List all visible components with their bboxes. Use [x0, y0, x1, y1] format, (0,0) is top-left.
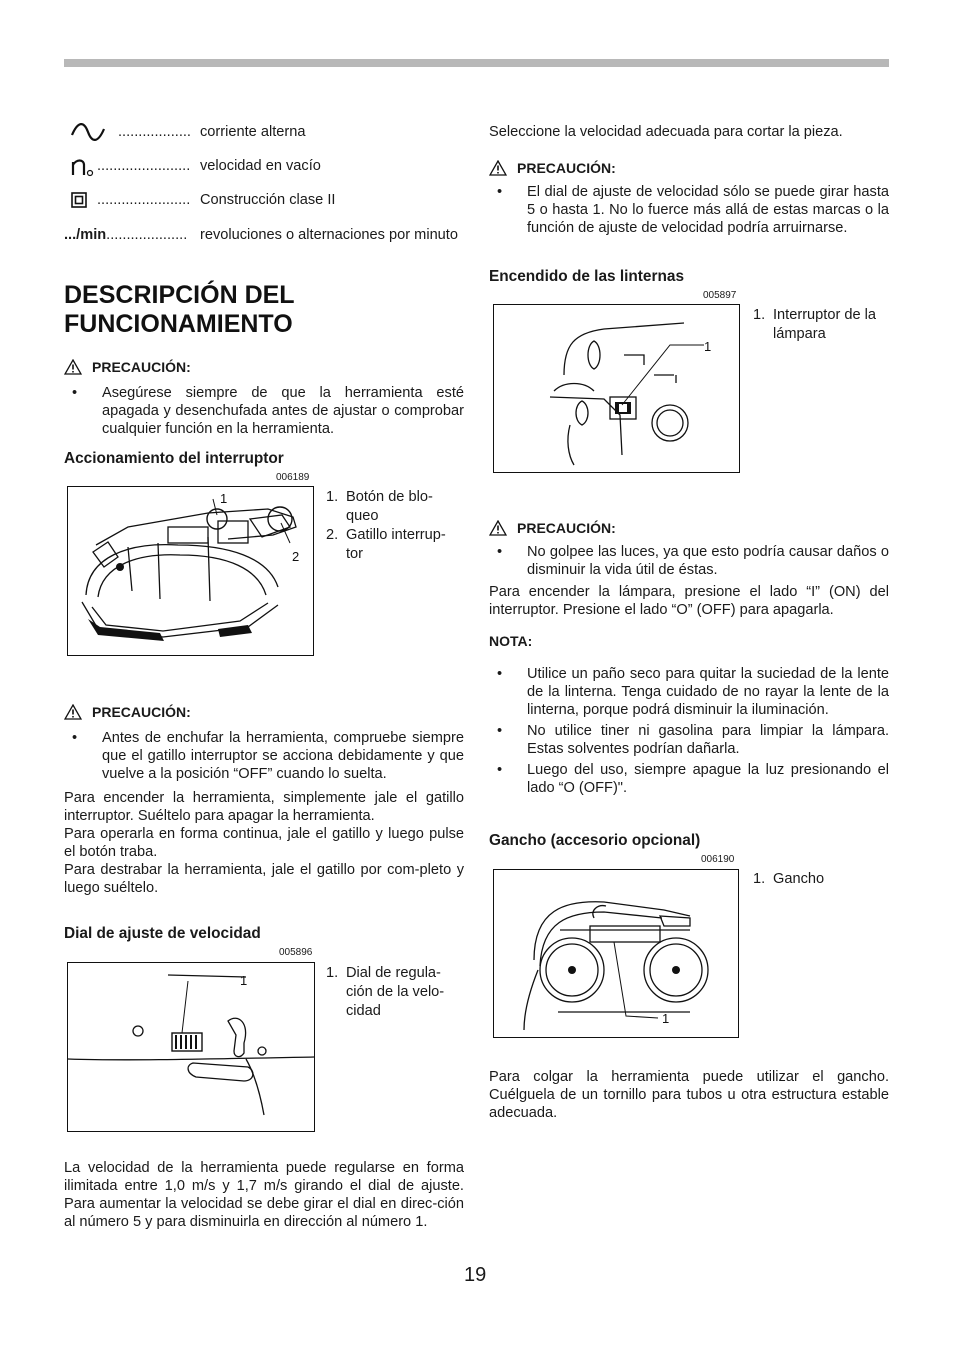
caution-label: PRECAUCIÓN:: [517, 160, 616, 176]
note-item: • Luego del uso, siempre apague la luz presionando el lado “O (OFF)".: [489, 761, 889, 797]
lights-figure: [493, 304, 740, 473]
lights-paragraph-1: Para encender la lámpara, presione el lado “I” (ON) del interruptor. Presione el lado “O” (OFF) para apagarla.: [489, 584, 889, 618]
symbol-row-per-min: [64, 226, 464, 266]
caution-heading: [64, 358, 464, 376]
speed-select-paragraph: Seleccione la velocidad adecuada para cortar la pieza.: [489, 124, 843, 140]
caution-list: [489, 543, 889, 579]
symbol-leader: .......................: [97, 192, 191, 208]
hook-heading-block: [489, 832, 889, 850]
hook-paragraph-1: Para colgar la herramienta puede utilizar el gancho. Cuélguela de un tornillo para tubos u otra estructura estable adecuada.: [489, 1069, 889, 1121]
switch-heading-block: [64, 450, 464, 468]
legend-item: [326, 526, 460, 564]
symbol-row-class-ii: [64, 191, 464, 211]
caution-heading: [64, 703, 464, 721]
caution-block-lights: [489, 519, 889, 619]
page-number: 19: [464, 1264, 487, 1286]
caution-block-speed: [489, 159, 889, 237]
warning-triangle-icon: [64, 359, 82, 375]
caution-list: [64, 384, 464, 438]
speed-continuation: [489, 123, 889, 141]
legend-item: [753, 870, 889, 889]
ac-wave-icon: [70, 123, 106, 141]
legend-item: [326, 964, 460, 1021]
band-saw-hook-illustration: [494, 870, 738, 1037]
switch-legend: [326, 488, 460, 564]
symbol-description: corriente alterna: [200, 124, 306, 140]
switch-figure: [67, 486, 314, 656]
caution-heading: [489, 159, 889, 177]
hook-callout-1: 1: [662, 1011, 670, 1026]
caution-block-general: [64, 358, 464, 438]
hook-figure-code: 006190: [701, 854, 735, 865]
lights-figure-code: 005897: [703, 290, 737, 301]
legend-text: Gancho: [773, 871, 825, 887]
lights-callout-1: 1: [704, 339, 712, 354]
symbol-description: Construcción clase II: [200, 192, 336, 208]
caution-list: [489, 183, 889, 237]
caution-item: • El dial de ajuste de velocidad sólo se puede girar hasta 5 o hasta 1. No lo fuerce más allá de estas marcas o la función de ajuste de velocidad podría arruirnarse.: [489, 183, 889, 237]
symbol-row-no-load: [64, 157, 464, 177]
speed-heading-block: [64, 925, 464, 943]
band-saw-switch-illustration: [68, 487, 313, 655]
legend-text: Botón de blo-queo: [346, 489, 433, 524]
speed-callout-1: 1: [240, 973, 248, 988]
hook-heading: Gancho (accesorio opcional): [489, 832, 701, 849]
legend-number: 1.: [326, 489, 339, 505]
section-title-line1: DESCRIPCIÓN DEL: [64, 281, 295, 309]
header-rule: [64, 59, 889, 67]
note-block-lights: [489, 632, 889, 797]
class-ii-icon: [71, 192, 87, 208]
per-min-label: .../min: [64, 227, 107, 243]
warning-triangle-icon: [489, 520, 507, 536]
caution-heading: [489, 519, 889, 537]
speed-heading: Dial de ajuste de velocidad: [64, 925, 261, 942]
caution-item: • Antes de enchufar la herramienta, compruebe siempre que el gatillo interruptor se acciona debidamente y que vuelve a la posición “OFF” cuando lo suelta.: [64, 729, 464, 783]
legend-text: Dial de regula-ción de la velo-cidad: [346, 965, 445, 1019]
legend-number: 1.: [753, 307, 766, 323]
switch-paragraph-2: Para operarla en forma continua, jale el gatillo y luego pulse el botón traba.: [64, 826, 464, 860]
speed-figure: [67, 962, 315, 1132]
symbol-leader-dots: ....................: [106, 227, 188, 243]
legend-item: [753, 306, 889, 344]
legend-number: 1.: [326, 965, 339, 981]
lights-heading: Encendido de las linternas: [489, 268, 684, 285]
note-label: NOTA:: [489, 633, 533, 649]
speed-figure-code: 005896: [279, 947, 313, 958]
speed-legend: [326, 964, 460, 1021]
caution-label: PRECAUCIÓN:: [92, 359, 191, 375]
section-title: [64, 281, 464, 339]
caution-item: • Asegúrese siempre de que la herramienta esté apagada y desenchufada antes de ajustar o comprobar cualquier función en la herramienta.: [64, 384, 464, 438]
symbol-row-ac: [64, 123, 464, 143]
symbol-description: revoluciones o alternaciones por minuto: [200, 227, 458, 243]
switch-figure-code: 006189: [276, 472, 310, 483]
hook-legend: [753, 870, 889, 889]
lights-legend: [753, 306, 889, 344]
legend-text: Gatillo interrup-tor: [346, 527, 446, 562]
switch-paragraph-1: Para encender la herramienta, simplemente jale el gatillo interruptor. Suéltelo para apagar la herramienta.: [64, 790, 464, 824]
symbol-leader: .......................: [97, 158, 191, 174]
caution-label: PRECAUCIÓN:: [517, 520, 616, 536]
switch-heading: Accionamiento del interruptor: [64, 450, 284, 467]
switch-paragraph-3: Para destrabar la herramienta, jale el gatillo por com-pleto y luego suéltelo.: [64, 862, 464, 896]
symbol-leader: ..................: [118, 124, 191, 140]
warning-triangle-icon: [64, 704, 82, 720]
switch-callout-2: 2: [292, 549, 300, 564]
lights-heading-block: [489, 268, 889, 286]
hook-paragraph-block: [489, 1068, 889, 1122]
no-load-speed-icon: [70, 157, 96, 177]
legend-number: 1.: [753, 871, 766, 887]
lamp-switch-illustration: [494, 305, 739, 472]
switch-callout-1: 1: [220, 491, 228, 506]
note-list: [489, 665, 889, 797]
legend-text: Interruptor de la lámpara: [773, 307, 877, 342]
note-item: • No utilice tiner ni gasolina para limpiar la lámpara. Estas solventes podrían dañarla.: [489, 722, 889, 758]
caution-list: [64, 729, 464, 783]
speed-dial-illustration: [68, 963, 314, 1131]
symbol-description: velocidad en vacío: [200, 158, 321, 174]
speed-paragraph-1: La velocidad de la herramienta puede regularse en forma ilimitada entre 1,0 m/s y 1,7 m/s girando el dial de ajuste. Para aumentar la velocidad se debe girar el dial en direc-ción al número 5 y para disminuirla en dirección al número 1.: [64, 1160, 464, 1230]
legend-number: 2.: [326, 527, 339, 543]
note-item: • Utilice un paño seco para quitar la suciedad de la lente de la linterna. Tenga cuidado de no rayar la lente de la linterna, porque podrá disminuir la iluminación.: [489, 665, 889, 719]
speed-paragraph-block: [64, 1159, 464, 1231]
symbol-leader: [64, 226, 187, 244]
caution-block-switch: [64, 703, 464, 897]
caution-item: • No golpee las luces, ya que esto podría causar daños o disminuir la vida útil de éstas.: [489, 543, 889, 579]
section-title-line2: FUNCIONAMIENTO: [64, 310, 293, 338]
caution-label: PRECAUCIÓN:: [92, 704, 191, 720]
warning-triangle-icon: [489, 160, 507, 176]
legend-item: [326, 488, 460, 526]
hook-figure: [493, 869, 739, 1038]
